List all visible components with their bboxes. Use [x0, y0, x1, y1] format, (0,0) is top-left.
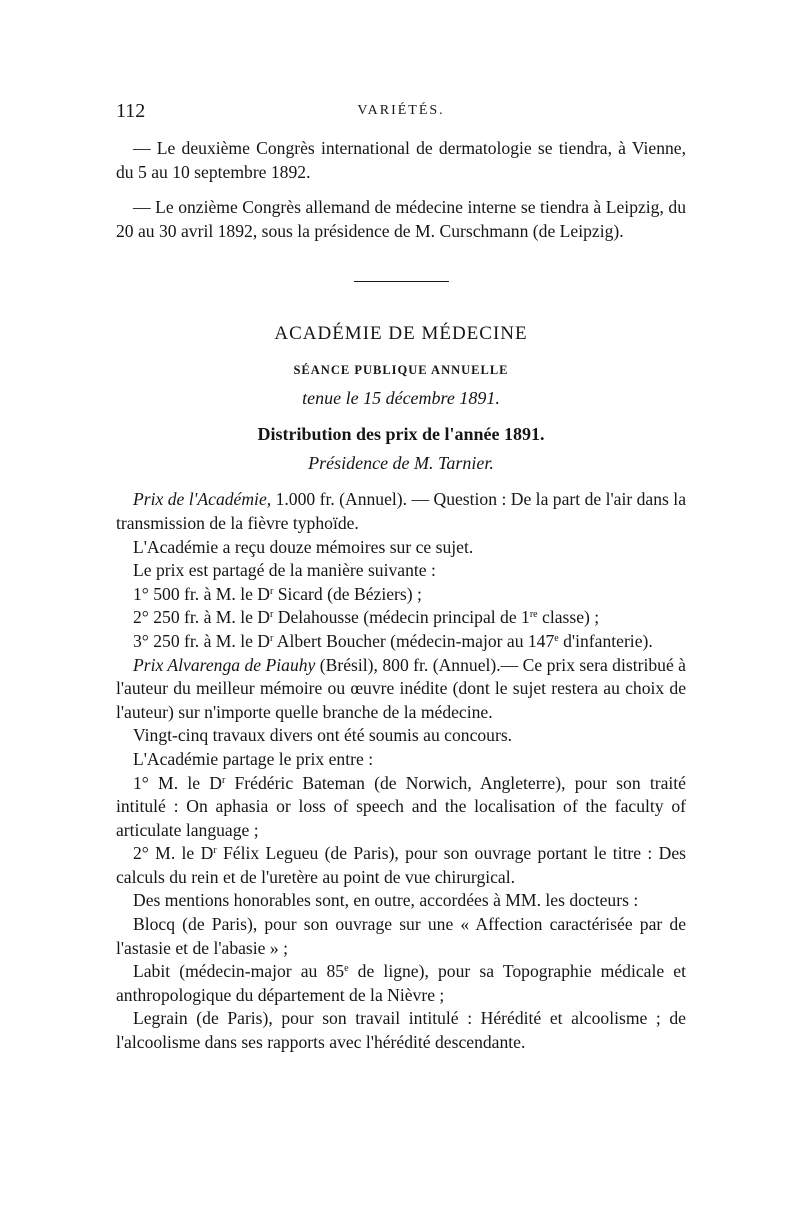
- alv-winner-1-post: Frédéric Bateman (de Norwich, Angleterre), pour son traité intitulé : On aphasia or loss of speech and the localisation of the faculty of articulate language ;: [116, 772, 686, 840]
- academy-title: ACADÉMIE DE MÉDECINE: [274, 323, 528, 345]
- news-dermatology-congress: — Le deuxième Congrès international de dermatologie se tiendra, à Vienne, du 5 au 10 septembre 1892.: [116, 138, 686, 182]
- page-body: [116, 137, 686, 1055]
- winner-2-sup2: re: [529, 609, 538, 621]
- winner-3-sup: r: [270, 632, 274, 644]
- alv-winner-2-post: Félix Legueu (de Paris), pour son ouvrage portant le titre : Des calculs du rein et de l'uretère au point de vue chirurgical.: [116, 843, 686, 887]
- section-divider: [354, 281, 449, 282]
- distribution-heading: Distribution des prix de l'année 1891.: [257, 424, 545, 445]
- prize-alvarenga-winner-2: [116, 842, 686, 889]
- winner-2-mid: Delahousse (médecin principal de 1: [273, 607, 530, 628]
- alv-winner-2-sup: r: [213, 845, 217, 857]
- winner-3-sup2: e: [554, 632, 559, 644]
- winner-1-post: Sicard (de Béziers) ;: [273, 583, 422, 604]
- prize-alvarenga-intro: (Brésil), 800 fr. (Annuel).— Ce prix sera distribué à l'auteur du meilleur mémoire ou œuvre inédite (dont le sujet restera au choix de l'auteur) sur n'importe quelle branche de la médecine.: [116, 654, 686, 722]
- winner-1-sup: r: [270, 585, 274, 597]
- prize-alvarenga-winner-1: [116, 772, 686, 843]
- page-number: 112: [116, 100, 146, 122]
- prize-alvarenga-paragraph: [116, 654, 686, 725]
- alv-winner-2-pre: 2° M. le D: [133, 843, 214, 864]
- session-date: [116, 385, 686, 411]
- mention-legrain: Legrain (de Paris), pour son travail intitulé : Hérédité et alcoolisme ; de l'alcoolisme dans ses rapports avec l'hérédité descendante.: [116, 1008, 686, 1053]
- presidency-text: Présidence de M. Tarnier.: [308, 453, 494, 474]
- seance-subtitle: SÉANCE PUBLIQUE ANNUELLE: [293, 363, 509, 378]
- prize-academy-winner-3: [116, 630, 686, 654]
- news-medicine-congress: — Le onzième Congrès allemand de médecine interne se tiendra à Leipzig, du 20 au 30 avril 1892, sous la présidence de M. Curschmann (de Leipzig).: [116, 197, 686, 241]
- alv-winner-1-sup: r: [221, 774, 226, 786]
- prize-alvarenga-name: Prix Alvarenga de Piauhy: [133, 654, 316, 675]
- presidency-line: [116, 450, 686, 476]
- mention-labit-post: de ligne), pour sa Topographie médicale et anthropologique du département de la Nièvre ;: [116, 961, 686, 1005]
- prize-alvarenga-split: L'Académie partage le prix entre :: [133, 748, 374, 769]
- prize-academy-submissions: L'Académie a reçu douze mémoires sur ce sujet.: [133, 536, 474, 557]
- prize-academy-split: Le prix est partagé de la manière suivante :: [133, 560, 436, 581]
- mention-labit: [116, 960, 686, 1007]
- alv-winner-1-pre: 1° M. le D: [133, 772, 222, 793]
- winner-2-post: classe) ;: [537, 607, 600, 628]
- mention-blocq: Blocq (de Paris), pour son ouvrage sur une « Affection caractérisée par de l'astasie et de l'abasie » ;: [116, 914, 686, 958]
- winner-2-pre: 2° 250 fr. à M. le D: [133, 607, 271, 628]
- page-header: [116, 100, 686, 124]
- running-head: VARIÉTÉS.: [357, 103, 445, 118]
- prize-academy-winner-2: [116, 606, 686, 630]
- prize-academy-paragraph: [116, 488, 686, 535]
- prize-alvarenga-submissions: Vingt-cinq travaux divers ont été soumis au concours.: [133, 725, 513, 746]
- winner-3-post: d'infanterie).: [558, 630, 653, 651]
- winner-3-mid: Albert Boucher (médecin-major au 147: [273, 630, 555, 651]
- winner-2-sup: r: [270, 609, 274, 621]
- winner-3-pre: 3° 250 fr. à M. le D: [133, 630, 271, 651]
- mention-labit-pre: Labit (médecin-major au 85: [133, 961, 345, 982]
- prize-academy-intro: 1.000 fr. (Annuel). — Question : De la part de l'air dans la transmission de la fièvre typhoïde.: [116, 489, 687, 533]
- winner-1-pre: 1° 500 fr. à M. le D: [133, 583, 271, 604]
- prize-academy-name: Prix de l'Académie,: [133, 489, 272, 510]
- honorable-mentions: Des mentions honorables sont, en outre, accordées à MM. les docteurs :: [133, 890, 639, 911]
- mention-labit-sup: e: [344, 963, 349, 975]
- prize-academy-winner-1: [116, 583, 686, 607]
- session-date-text: tenue le 15 décembre 1891.: [302, 388, 500, 409]
